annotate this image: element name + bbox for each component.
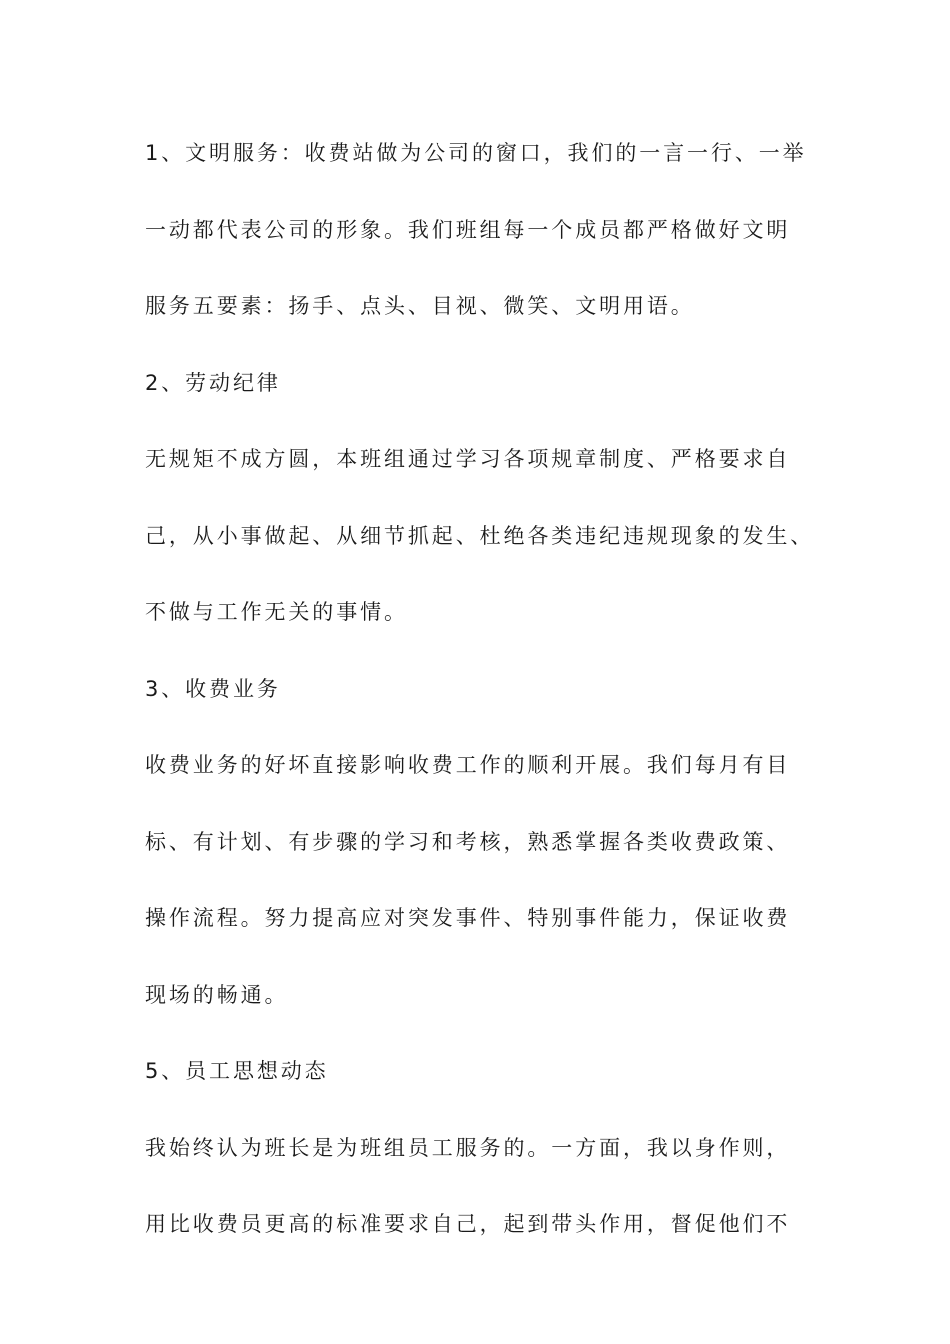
paragraph-line: 一动都代表公司的形象。我们班组每一个成员都严格做好文明 [145,217,791,242]
paragraph-line: 己，从小事做起、从细节抓起、杜绝各类违纪违规现象的发生、 [145,523,815,548]
paragraph-line: 用比收费员更高的标准要求自己，起到带头作用，督促他们不 [145,1212,791,1236]
section-heading: 5、员工思想动态 [145,1059,329,1083]
paragraph-line: 收费业务的好坏直接影响收费工作的顺利开展。我们每月有目 [145,753,791,777]
paragraph-line: 不做与工作无关的事情。 [145,600,408,624]
paragraph-line: 1、文明服务：收费站做为公司的窗口，我们的一言一行、一举 [145,141,807,165]
paragraph-line: 无规矩不成方圆，本班组通过学习各项规章制度、严格要求自 [145,447,791,471]
section-heading: 2、劳动纪律 [145,370,281,395]
paragraph-line: 现场的畅通。 [145,982,289,1007]
document-body [145,130,825,1278]
paragraph-line: 我始终认为班长是为班组员工服务的。一方面，我以身作则， [145,1135,791,1160]
paragraph-line: 服务五要素：扬手、点头、目视、微笑、文明用语。 [145,294,695,318]
section-heading: 3、收费业务 [145,676,281,701]
paragraph-line: 操作流程。努力提高应对突发事件、特别事件能力，保证收费 [145,906,791,930]
paragraph-line: 标、有计划、有步骤的学习和考核，熟悉掌握各类收费政策、 [145,829,791,854]
